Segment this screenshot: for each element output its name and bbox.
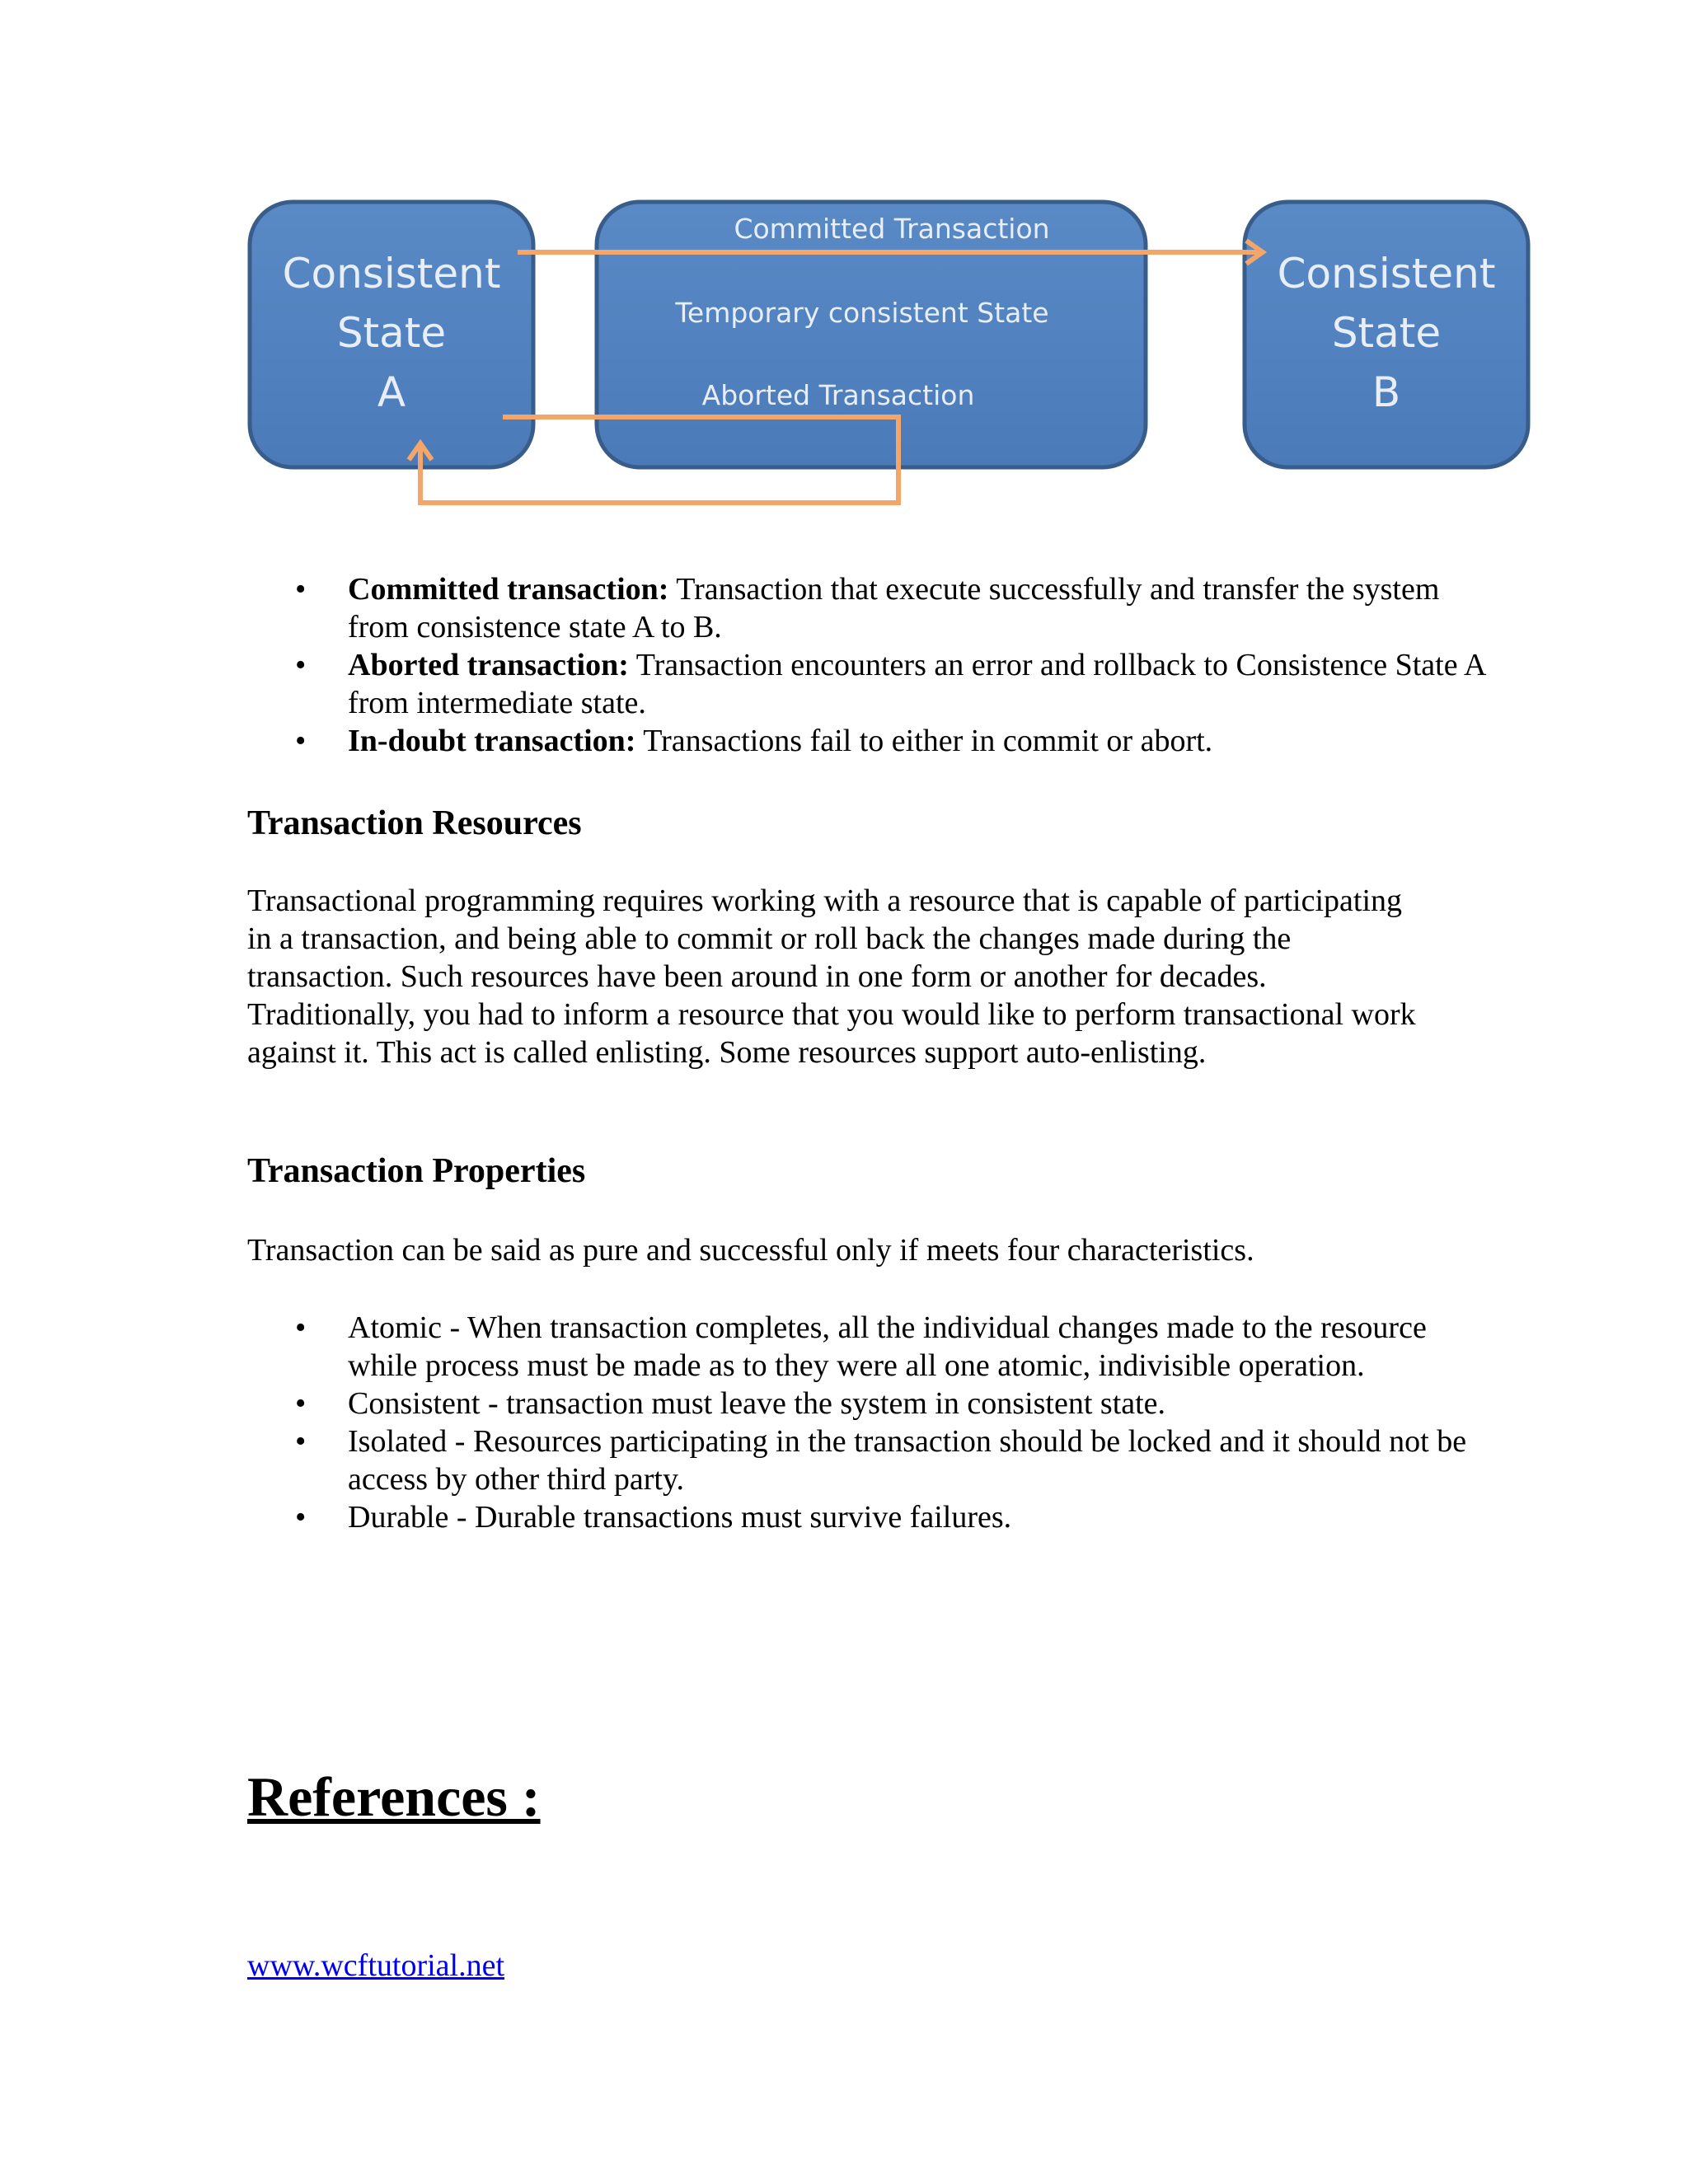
list-item [295,570,1498,646]
transaction-state-diagram [247,198,1533,511]
properties-intro: Transaction can be said as pure and successful only if meets four characteristics. [247,1233,1254,1268]
list-item-term: Aborted transaction: [348,648,629,682]
state-b-line2: State [1331,309,1442,357]
state-a-line3: A [377,368,406,416]
list-item: • Isolated - Resources participating in the transaction should be locked and it should not be access by other third party. [295,1422,1498,1498]
state-a-label [256,244,528,422]
list-item [295,646,1498,722]
committed-transaction-label: Committed Transaction [734,213,1050,245]
list-item [295,722,1498,760]
resources-paragraph: Transactional programming requires working with a resource that is capable of participating in a transaction, and being able to commit or roll back the changes made during the transaction. Such resources have been around in one form or another for decades. Traditionally, you had to inform a resource that you would like to perform transactional work against it. This act is called enlisting. Some resources support auto-enlisting. [247,883,1416,1070]
list-item-term: Committed transaction: [348,572,669,607]
list-item: • Durable - Durable transactions must survive failures. [295,1498,1498,1536]
resources-heading: Transaction Resources [247,804,582,842]
state-b-label [1250,244,1522,422]
state-b-line1: Consistent [1277,250,1496,298]
list-item-text: Transactions fail to either in commit or abort. [635,724,1213,758]
list-item-text: Transaction encounters an error and rollback to Consistence State A from intermediate state. [348,648,1485,720]
list-item-term: In-doubt transaction: [348,724,636,758]
transaction-types-list [295,570,1498,760]
list-item-text: Transaction that execute successfully and transfer the system from consistence state A to B. [348,572,1440,644]
list-item: • Atomic - When transaction completes, all the individual changes made to the resource while process must be made as to they were all one atomic, indivisible operation. [295,1309,1498,1385]
properties-list [295,1309,1498,1536]
temporary-state-label: Temporary consistent State [675,297,1049,329]
references-heading: References : [247,1765,541,1828]
state-a-line2: State [336,309,447,357]
aborted-transaction-label: Aborted Transaction [701,379,975,411]
properties-heading: Transaction Properties [247,1152,586,1190]
list-item: • Consistent - transaction must leave the system in consistent state. [295,1385,1498,1422]
reference-link[interactable]: www.wcftutorial.net [247,1948,504,1983]
state-b-line3: B [1372,368,1401,416]
state-a-line1: Consistent [282,250,501,298]
